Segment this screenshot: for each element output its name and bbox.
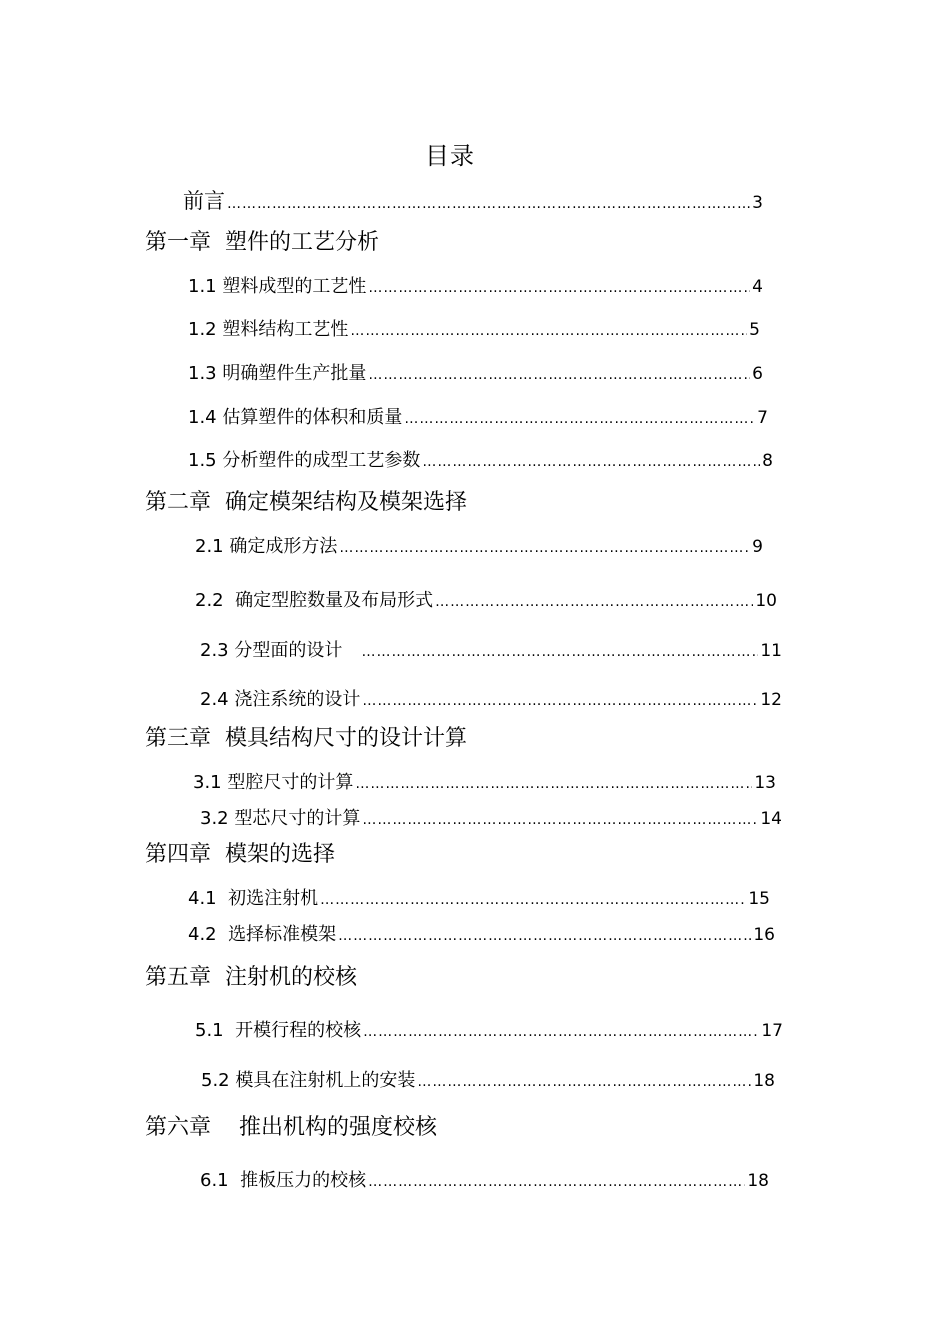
toc-entry-page: 14 xyxy=(760,809,782,829)
toc-entry-label: 1.2 塑料结构工艺性 xyxy=(188,319,349,340)
toc-entry-page: 3 xyxy=(752,193,763,213)
toc-entry-page: 6 xyxy=(752,364,763,384)
toc-entry-label: 4.2 选择标准模架 xyxy=(188,924,337,945)
dot-leader xyxy=(404,406,755,432)
toc-entry-page: 11 xyxy=(760,641,782,661)
dot-leader xyxy=(363,1019,759,1045)
chapter-heading-3[interactable]: 第三章 模具结构尺寸的设计计算 xyxy=(145,726,467,751)
toc-entry-2-4[interactable] xyxy=(200,687,782,714)
toc-entry-page: 18 xyxy=(747,1171,769,1191)
toc-entry-page: 17 xyxy=(761,1021,783,1041)
toc-entry-page: 12 xyxy=(760,690,782,710)
dot-leader xyxy=(362,688,758,714)
toc-entry-1-2[interactable] xyxy=(188,317,760,344)
toc-entry-5-1[interactable] xyxy=(195,1018,783,1045)
toc-entry-2-1[interactable] xyxy=(195,534,763,561)
dot-leader xyxy=(368,275,750,301)
dot-leader xyxy=(227,191,750,217)
toc-entry-page: 5 xyxy=(749,320,760,340)
toc-entry-page: 8 xyxy=(762,451,773,471)
toc-entry-1-1[interactable] xyxy=(188,274,763,301)
dot-leader xyxy=(362,639,759,665)
toc-entry-2-2[interactable] xyxy=(195,588,777,615)
toc-entry-label: 1.1 塑料成型的工艺性 xyxy=(188,276,367,297)
toc-entry-label: 2.4 浇注系统的设计 xyxy=(200,689,361,710)
chapter-heading-6[interactable]: 第六章 推出机构的强度校核 xyxy=(145,1115,437,1140)
dot-leader xyxy=(435,589,753,615)
dot-leader xyxy=(368,1169,745,1195)
toc-entry-label: 2.2 确定型腔数量及布局形式 xyxy=(195,590,434,611)
dot-leader xyxy=(422,449,760,475)
toc-entry-page: 16 xyxy=(753,925,775,945)
toc-entry-page: 18 xyxy=(753,1071,775,1091)
chapter-heading-2[interactable]: 第二章 确定模架结构及模架选择 xyxy=(145,490,467,515)
toc-entry-label: 1.5 分析塑件的成型工艺参数 xyxy=(188,450,421,471)
toc-title: 目录 xyxy=(425,142,475,170)
toc-entry-label: 6.1 推板压力的校核 xyxy=(200,1170,367,1191)
toc-entry-5-2[interactable] xyxy=(201,1068,775,1095)
dot-leader xyxy=(338,923,751,949)
toc-entry-3-1[interactable] xyxy=(193,770,776,797)
toc-entry-label: 5.2 模具在注射机上的安装 xyxy=(201,1070,416,1091)
toc-entry-1-5[interactable] xyxy=(188,448,773,475)
toc-entry-label: 3.1 型腔尺寸的计算 xyxy=(193,772,354,793)
dot-leader xyxy=(350,318,747,344)
toc-entry-2-3[interactable] xyxy=(200,638,782,665)
dot-leader xyxy=(355,771,752,797)
toc-entry-page: 7 xyxy=(757,408,768,428)
chapter-heading-4[interactable]: 第四章 模架的选择 xyxy=(145,842,335,867)
toc-entry-page: 13 xyxy=(754,773,776,793)
toc-entry-page: 9 xyxy=(752,537,763,557)
toc-entry-label: 3.2 型芯尺寸的计算 xyxy=(200,808,361,829)
toc-entry-label: 4.1 初选注射机 xyxy=(188,888,319,909)
toc-entry-1-4[interactable] xyxy=(188,405,768,432)
toc-entry-4-2[interactable] xyxy=(188,922,775,949)
toc-entry-label: 1.4 估算塑件的体积和质量 xyxy=(188,407,403,428)
dot-leader xyxy=(320,887,746,913)
toc-entry-label: 5.1 开模行程的校核 xyxy=(195,1020,362,1041)
toc-entry-label: 2.3 分型面的设计 xyxy=(200,640,360,661)
dot-leader xyxy=(362,807,758,833)
toc-entry-6-1[interactable] xyxy=(200,1168,769,1195)
toc-entry-label: 前言 xyxy=(183,189,225,213)
toc-entry-page: 10 xyxy=(755,591,777,611)
toc-entry-page: 15 xyxy=(748,889,770,909)
toc-entry-label: 1.3 明确塑件生产批量 xyxy=(188,363,367,384)
toc-entry-4-1[interactable] xyxy=(188,886,770,913)
toc-entry-label: 2.1 确定成形方法 xyxy=(195,536,338,557)
chapter-heading-5[interactable]: 第五章 注射机的校核 xyxy=(145,965,357,990)
toc-entry-3-2[interactable] xyxy=(200,806,782,833)
toc-entry-page: 4 xyxy=(752,277,763,297)
chapter-heading-1[interactable]: 第一章 塑件的工艺分析 xyxy=(145,230,379,255)
dot-leader xyxy=(368,362,750,388)
toc-entry-1-3[interactable] xyxy=(188,361,763,388)
dot-leader xyxy=(417,1069,751,1095)
toc-entry-preface[interactable] xyxy=(183,188,763,217)
dot-leader xyxy=(339,535,750,561)
